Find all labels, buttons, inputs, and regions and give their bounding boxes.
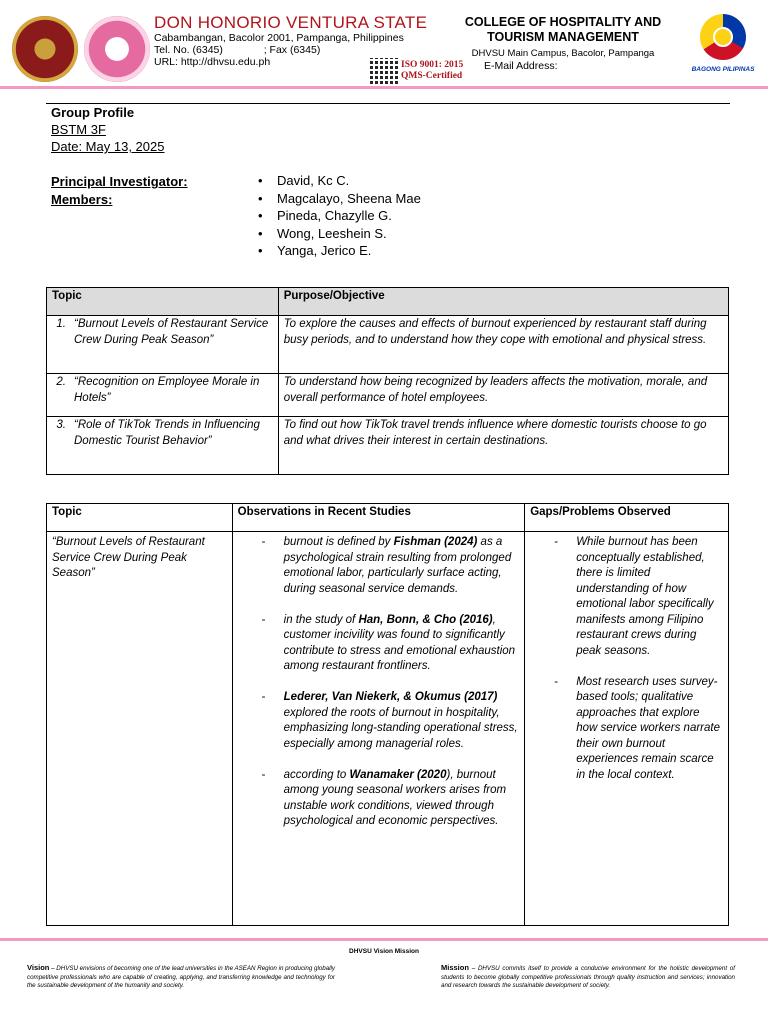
- observations-cell: [232, 532, 525, 926]
- citation: Han, Bonn, & Cho (2016): [358, 613, 493, 626]
- campus-address: DHVSU Main Campus, Bacolor, Pampanga: [471, 48, 655, 59]
- email-label: E-Mail Address:: [484, 60, 558, 72]
- observation-item: [238, 613, 520, 675]
- bagong-pilipinas-label: BAGONG PILIPINAS: [691, 66, 755, 73]
- obs-text: in the study of: [283, 613, 359, 626]
- observation-item: [238, 535, 520, 597]
- qr-code-pattern: [370, 58, 398, 84]
- citation: Wanamaker (2020: [349, 768, 447, 781]
- header-gaps: Gaps/Problems Observed: [525, 504, 729, 532]
- topic-cell: “Burnout Levels of Restaurant Service Crew During Peak Season”: [47, 532, 233, 926]
- table-row: [47, 532, 729, 926]
- member-item: • David, Kc C.: [258, 172, 421, 190]
- iso-certification: [401, 60, 463, 82]
- profile-date: Date: May 13, 2025: [51, 139, 165, 154]
- gaps-cell: [525, 532, 729, 926]
- members-label: Members:: [51, 192, 113, 207]
- obs-text: according to: [283, 768, 350, 781]
- table-row: [47, 316, 729, 374]
- college-seal-logo: [84, 16, 150, 82]
- header-observations: Observations in Recent Studies: [232, 504, 525, 532]
- vision-label: Vision: [27, 963, 50, 972]
- literature-table: [46, 503, 729, 926]
- header-divider: [0, 86, 768, 89]
- observation-item: [238, 768, 520, 830]
- vision-statement: [27, 964, 335, 991]
- gap-item: - Most research uses survey-based tools; qualitative approaches that explore how service workers narrate their own burnout experiences remain scarce in the local context.: [530, 675, 723, 784]
- table-row: [47, 374, 729, 417]
- college-name: [452, 15, 674, 45]
- member-item: • Magcalayo, Sheena Mae: [258, 190, 421, 208]
- college-line-1: COLLEGE OF HOSPITALITY AND: [464, 15, 662, 29]
- address: Cabambangan, Bacolor 2001, Pampanga, Philippines: [154, 32, 404, 44]
- member-item: • Wong, Leeshein S.: [258, 225, 421, 243]
- purpose-cell: To explore the causes and effects of burnout experienced by restaurant staff during busy periods, and to understand how they cope with emotional and physical stress.: [278, 316, 728, 374]
- college-line-2: TOURISM MANAGEMENT: [487, 30, 639, 44]
- row-number: 2.: [56, 376, 66, 388]
- vision-text: – DHVSU envisions of becoming one of the lead universities in the ASEAN Region in producing globally competitive professionals who are capable of creating, applying, and transferring knowledge and technology for the sustainable development of the humanity and society.: [27, 965, 335, 989]
- topic-text: “Burnout Levels of Restaurant Service Crew During Peak Season”: [74, 318, 269, 346]
- obs-text: burnout is defined by: [283, 536, 394, 548]
- member-item: • Pineda, Chazylle G.: [258, 207, 421, 225]
- header-topic: Topic: [47, 504, 233, 532]
- table-header-row: [47, 288, 729, 316]
- group-profile: [51, 104, 164, 155]
- letterhead: [0, 0, 768, 92]
- topic-cell: [47, 316, 279, 374]
- qms-line: QMS-Certified: [401, 71, 463, 81]
- url: URL: http://dhvsu.edu.ph: [154, 56, 271, 68]
- sun-icon: [713, 27, 733, 47]
- header-topic: Topic: [47, 288, 279, 316]
- citation: Fishman (2024): [393, 536, 478, 548]
- university-seal-logo: [12, 16, 78, 82]
- topic-cell: [47, 417, 279, 475]
- section-code: BSTM 3F: [51, 122, 106, 137]
- investigator-labels: [51, 173, 188, 209]
- gap-item: - While burnout has been conceptually established, there is limited understanding of how emotional labor specifically manifests among Filipino restaurant crews during peak seasons.: [530, 535, 723, 659]
- university-contact: [154, 32, 404, 68]
- header-purpose: Purpose/Objective: [278, 288, 728, 316]
- observation-item: [238, 690, 520, 752]
- citation: Lederer, Van Niekerk, & Okumus (2017): [283, 691, 498, 703]
- purpose-cell: To understand how being recognized by leaders affects the motivation, morale, and overall performance of hotel employees.: [278, 374, 728, 417]
- university-name: DON HONORIO VENTURA STATE: [154, 13, 428, 32]
- mission-text: – DHVSU commits itself to provide a conducive environment for the holistic development of students to become globally competitive professionals through quality instruction and services; innovation and research towards the sustainable development of society.: [441, 965, 735, 989]
- mission-label: Mission: [441, 963, 469, 972]
- iso-line: ISO 9001: 2015: [401, 60, 464, 70]
- obs-text: explored the roots of burnout in hospitality, emphasizing long-standing operational stress, especially among managerial roles.: [283, 706, 518, 750]
- obs-text: ), burnout among young seasonal workers arises from unstable work conditions, viewed through psychological and economic perspectives.: [283, 768, 507, 827]
- footer-title: DHVSU Vision Mission: [349, 948, 419, 955]
- topic-text: “Role of TikTok Trends in Influencing Domestic Tourist Behavior”: [74, 419, 260, 447]
- purpose-cell: To find out how TikTok travel trends influence where domestic tourists choose to go and what drives their interest in certain destinations.: [278, 417, 728, 475]
- table-header-row: [47, 504, 729, 532]
- topic-text: “Recognition on Employee Morale in Hotels”: [74, 376, 260, 404]
- table-row: [47, 417, 729, 475]
- footer-divider: [0, 938, 768, 941]
- row-number: 1.: [56, 318, 66, 330]
- principal-investigator-label: Principal Investigator:: [51, 174, 188, 189]
- topics-table: [46, 287, 729, 475]
- mission-statement: [441, 964, 735, 991]
- row-number: 3.: [56, 419, 66, 431]
- group-profile-title: Group Profile: [51, 105, 135, 120]
- member-item: • Yanga, Jerico E.: [258, 242, 421, 260]
- tel-fax: Tel. No. (6345) ; Fax (6345): [154, 44, 321, 56]
- obs-text: as a psychological strain resulting from prolonged emotional labor, particularly surface acting, during seasonal service demands.: [283, 536, 512, 595]
- member-list: [258, 172, 421, 260]
- topic-cell: [47, 374, 279, 417]
- obs-text: , customer incivility was found to significantly contribute to stress and emotional exhaustion among restaurant frontliners.: [283, 613, 516, 672]
